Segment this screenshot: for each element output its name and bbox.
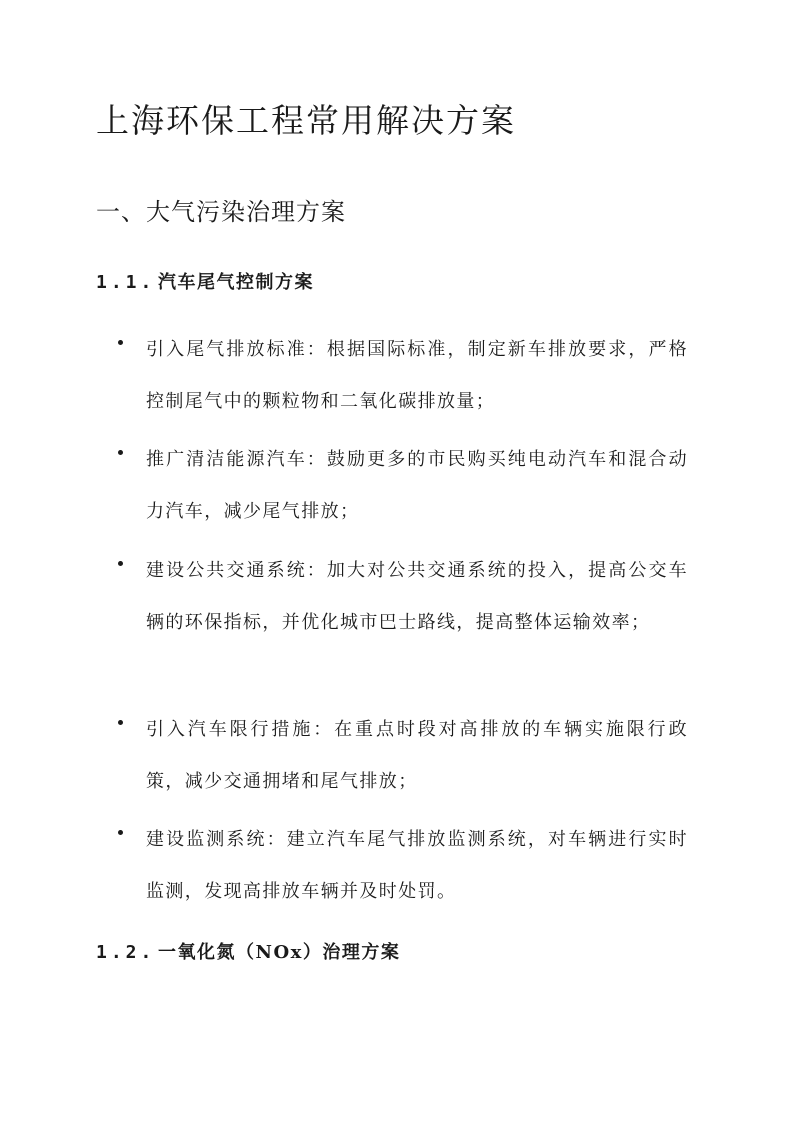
- subsection-number: 1.2.: [96, 942, 156, 963]
- bullet-icon: [118, 450, 123, 455]
- list-item-text: 推广清洁能源汽车：鼓励更多的市民购买纯电动汽车和混合动力汽车，减少尾气排放；: [146, 449, 688, 522]
- subsection-heading-1-2: [96, 938, 400, 968]
- list-item-text: 建设监测系统：建立汽车尾气排放监测系统，对车辆进行实时监测，发现高排放车辆并及时处罚。: [146, 829, 688, 902]
- list-item: [118, 814, 688, 918]
- section-heading: 一、大气污染治理方案: [96, 198, 346, 226]
- subsection-title: 汽车尾气控制方案: [158, 272, 314, 293]
- bullet-icon: [118, 340, 123, 345]
- subsection-title: 一氧化氮（NOx）治理方案: [158, 942, 401, 963]
- list-item: [118, 434, 688, 538]
- list-item: [118, 545, 688, 649]
- document-title: 上海环保工程常用解决方案: [96, 101, 516, 140]
- list-item: [118, 324, 688, 428]
- bullet-icon: [118, 561, 123, 566]
- list-item-text: 建设公共交通系统：加大对公共交通系统的投入，提高公交车辆的环保指标，并优化城市巴士路线，提高整体运输效率；: [146, 560, 688, 633]
- subsection-number: 1.1.: [96, 272, 156, 293]
- bullet-icon: [118, 830, 123, 835]
- subsection-heading-1-1: [96, 268, 314, 298]
- bullet-icon: [118, 720, 123, 725]
- list-item: [118, 704, 688, 808]
- list-item-text: 引入尾气排放标准：根据国际标准，制定新车排放要求，严格控制尾气中的颗粒物和二氧化碳排放量；: [146, 339, 688, 412]
- list-item-text: 引入汽车限行措施：在重点时段对高排放的车辆实施限行政策，减少交通拥堵和尾气排放；: [146, 719, 688, 792]
